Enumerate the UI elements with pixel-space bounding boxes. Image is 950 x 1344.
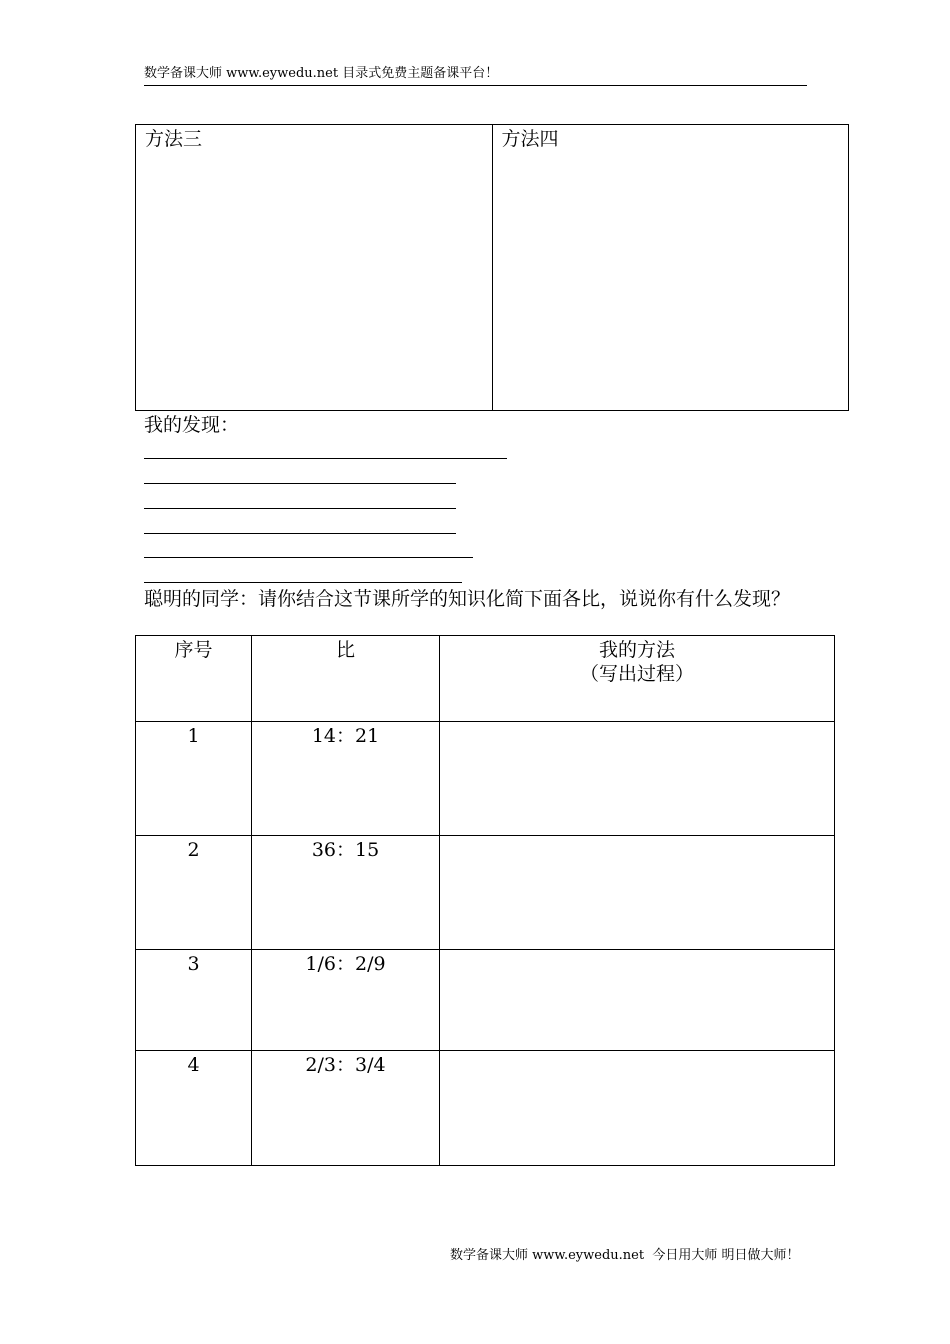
row-method-answer[interactable] <box>440 836 835 950</box>
method-three-cell[interactable] <box>136 125 492 410</box>
row-ratio: 2/3：3/4 <box>252 1051 440 1166</box>
row-ratio: 36：15 <box>252 836 440 950</box>
row-method-answer[interactable] <box>440 950 835 1051</box>
row-method-answer[interactable] <box>440 722 835 836</box>
header-rule <box>144 85 807 86</box>
methods-table <box>135 124 849 411</box>
row-ratio: 14：21 <box>252 722 440 836</box>
row-number: 1 <box>136 722 252 836</box>
header-method-label: 我的方法 <box>598 639 675 661</box>
header-number: 序号 <box>136 636 252 722</box>
row-number: 4 <box>136 1051 252 1166</box>
row-ratio: 1/6：2/9 <box>252 950 440 1051</box>
answer-line-4[interactable] <box>144 533 456 534</box>
table-row <box>136 722 835 836</box>
answer-line-5[interactable] <box>144 557 473 558</box>
ratio-table <box>135 635 835 1166</box>
table-row <box>136 1051 835 1166</box>
row-number: 3 <box>136 950 252 1051</box>
table-row <box>136 836 835 950</box>
table-header-row <box>136 636 835 722</box>
exercise-prompt: 聪明的同学：请你结合这节课所学的知识化简下面各比，说说你有什么发现？ <box>144 588 791 610</box>
header-ratio: 比 <box>252 636 440 722</box>
row-number: 2 <box>136 836 252 950</box>
answer-line-2[interactable] <box>144 483 456 484</box>
page-header: 数学备课大师 www.eywedu.net 目录式免费主题备课平台！ <box>144 66 499 81</box>
page-footer: 数学备课大师 www.eywedu.net 今日用大师 明日做大师！ <box>450 1248 800 1263</box>
header-method-note: （写出过程） <box>579 663 694 685</box>
method-four-cell[interactable] <box>492 125 849 410</box>
header-method <box>440 636 835 722</box>
answer-line-6[interactable] <box>144 582 462 583</box>
method-four-label: 方法四 <box>501 128 559 150</box>
row-method-answer[interactable] <box>440 1051 835 1166</box>
method-three-label: 方法三 <box>145 128 203 150</box>
discovery-title: 我的发现： <box>144 414 240 436</box>
table-row <box>136 950 835 1051</box>
answer-line-3[interactable] <box>144 508 456 509</box>
answer-line-1[interactable] <box>144 458 507 459</box>
